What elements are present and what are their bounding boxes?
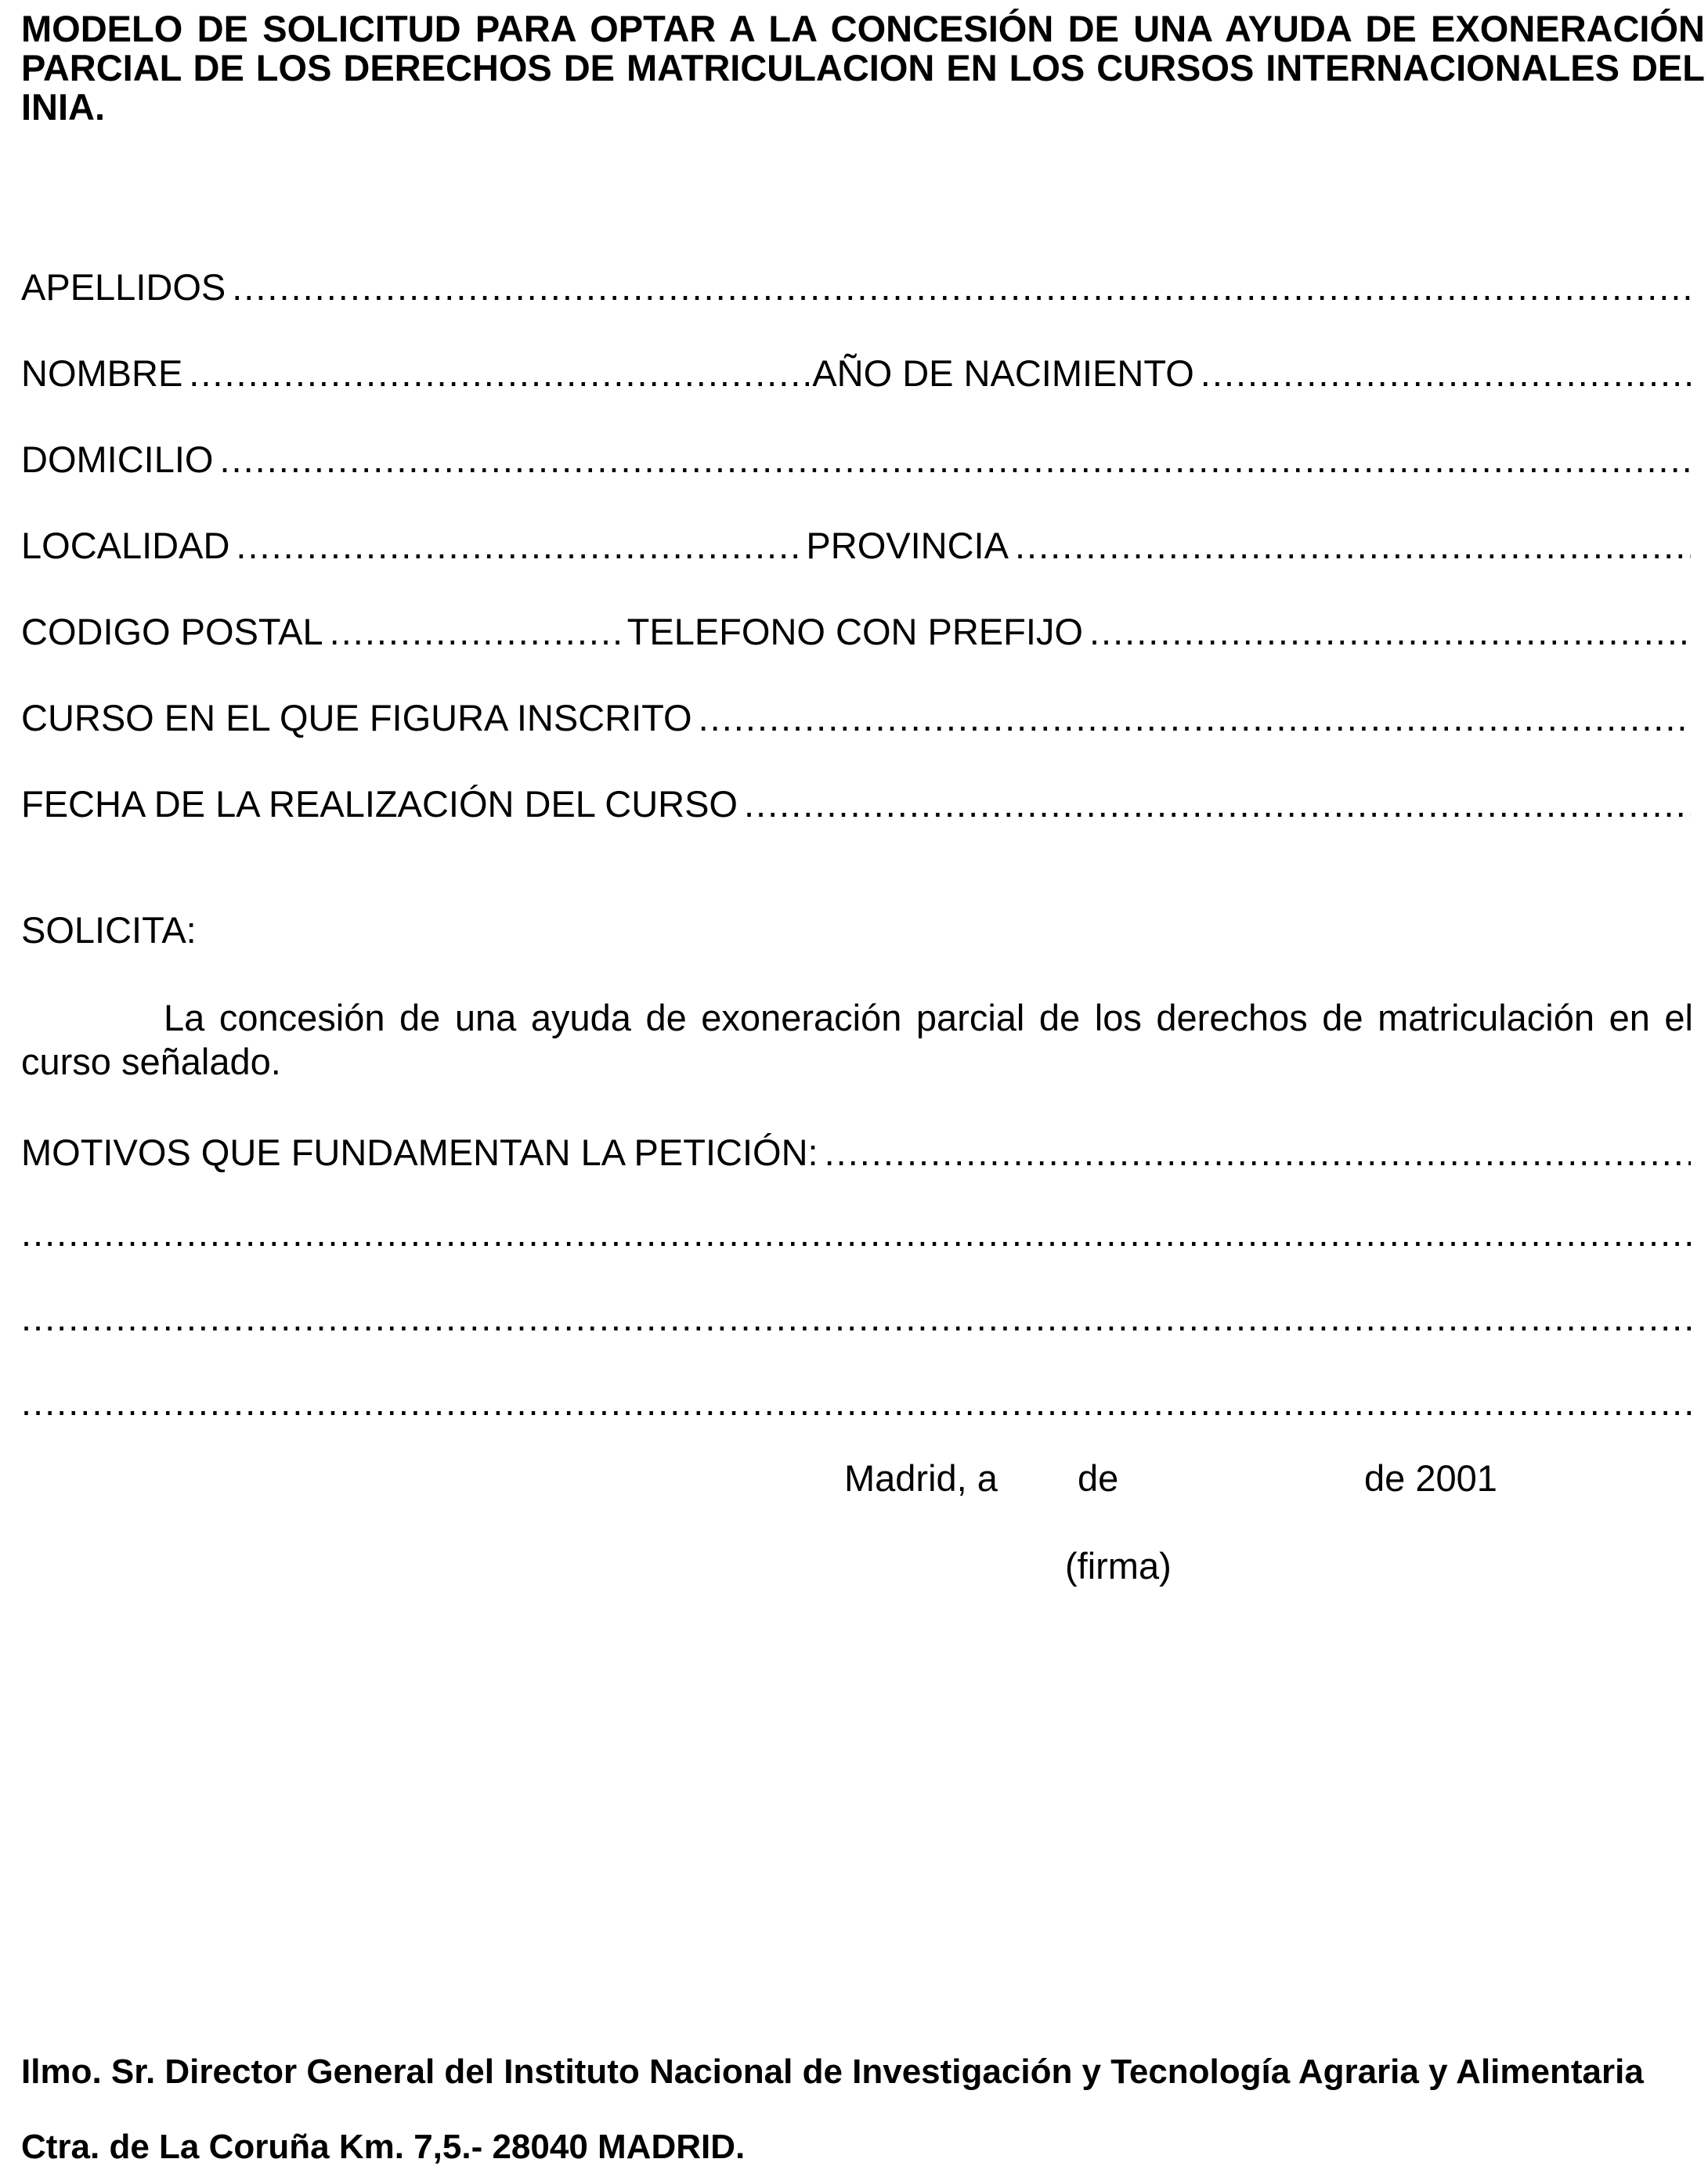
motivos-line-4[interactable]	[21, 1387, 1697, 1418]
curso-label: CURSO EN EL QUE FIGURA INSCRITO	[21, 697, 692, 738]
localidad-label: LOCALIDAD	[21, 525, 230, 566]
field-row-nombre	[21, 348, 1697, 395]
solicita-text: La concesión de una ayuda de exoneración parcial de los derechos de matriculación en el curso señalado.	[21, 997, 1693, 1082]
curso-field[interactable]	[699, 696, 1691, 740]
fecha-label: FECHA DE LA REALIZACIÓN DEL CURSO	[21, 783, 738, 825]
motivos-line-2[interactable]	[21, 1218, 1697, 1249]
telefono-label: TELEFONO CON PREFIJO	[627, 611, 1083, 652]
motivos-label: MOTIVOS QUE FUNDAMENTAN LA PETICIÓN:	[21, 1132, 818, 1173]
field-row-curso	[21, 693, 1697, 740]
fecha-field[interactable]	[744, 782, 1691, 826]
provincia-field[interactable]	[1015, 524, 1691, 568]
motivos-field[interactable]	[825, 1131, 1691, 1175]
codigo-postal-label: CODIGO POSTAL	[21, 611, 323, 652]
date-year-label: de 2001	[1364, 1457, 1497, 1499]
ano-nacimiento-label: AÑO DE NACIMIENTO	[812, 352, 1194, 394]
field-row-codigo-postal	[21, 607, 1697, 654]
nombre-field[interactable]	[189, 352, 809, 395]
domicilio-field[interactable]	[219, 438, 1691, 482]
field-row-domicilio	[21, 435, 1697, 482]
field-row-apellidos	[21, 262, 1697, 309]
motivos-line-3[interactable]	[21, 1302, 1697, 1334]
apellidos-field[interactable]	[232, 265, 1691, 309]
madrid-date-label: Madrid, a	[844, 1457, 998, 1499]
solicita-label: SOLICITA:	[21, 909, 197, 951]
firma-label: (firma)	[1065, 1545, 1172, 1587]
document-title: MODELO DE SOLICITUD PARA OPTAR A LA CONCESIÓN DE UNA AYUDA DE EXONERACIÓN PARCIAL DE LOS DERECHOS DE MATRICULACION EN LOS CURSOS INTERNACIONALES DEL INIA.	[21, 8, 1705, 128]
localidad-field[interactable]	[236, 524, 800, 568]
footer-address: Ctra. de La Coruña Km. 7,5.- 28040 MADRID.	[21, 2128, 746, 2166]
date-de-label: de	[1078, 1457, 1119, 1499]
field-row-localidad	[21, 521, 1697, 568]
field-row-fecha	[21, 779, 1697, 826]
ano-nacimiento-field[interactable]	[1201, 352, 1691, 395]
footer-addressee: Ilmo. Sr. Director General del Instituto Nacional de Investigación y Tecnología Agraria y Alimentaria	[21, 2052, 1644, 2091]
apellidos-label: APELLIDOS	[21, 266, 226, 308]
domicilio-label: DOMICILIO	[21, 439, 214, 480]
codigo-postal-field[interactable]	[330, 610, 621, 654]
telefono-field[interactable]	[1089, 610, 1691, 654]
field-row-motivos	[21, 1128, 1697, 1175]
nombre-label: NOMBRE	[21, 352, 183, 394]
provincia-label: PROVINCIA	[806, 525, 1009, 566]
